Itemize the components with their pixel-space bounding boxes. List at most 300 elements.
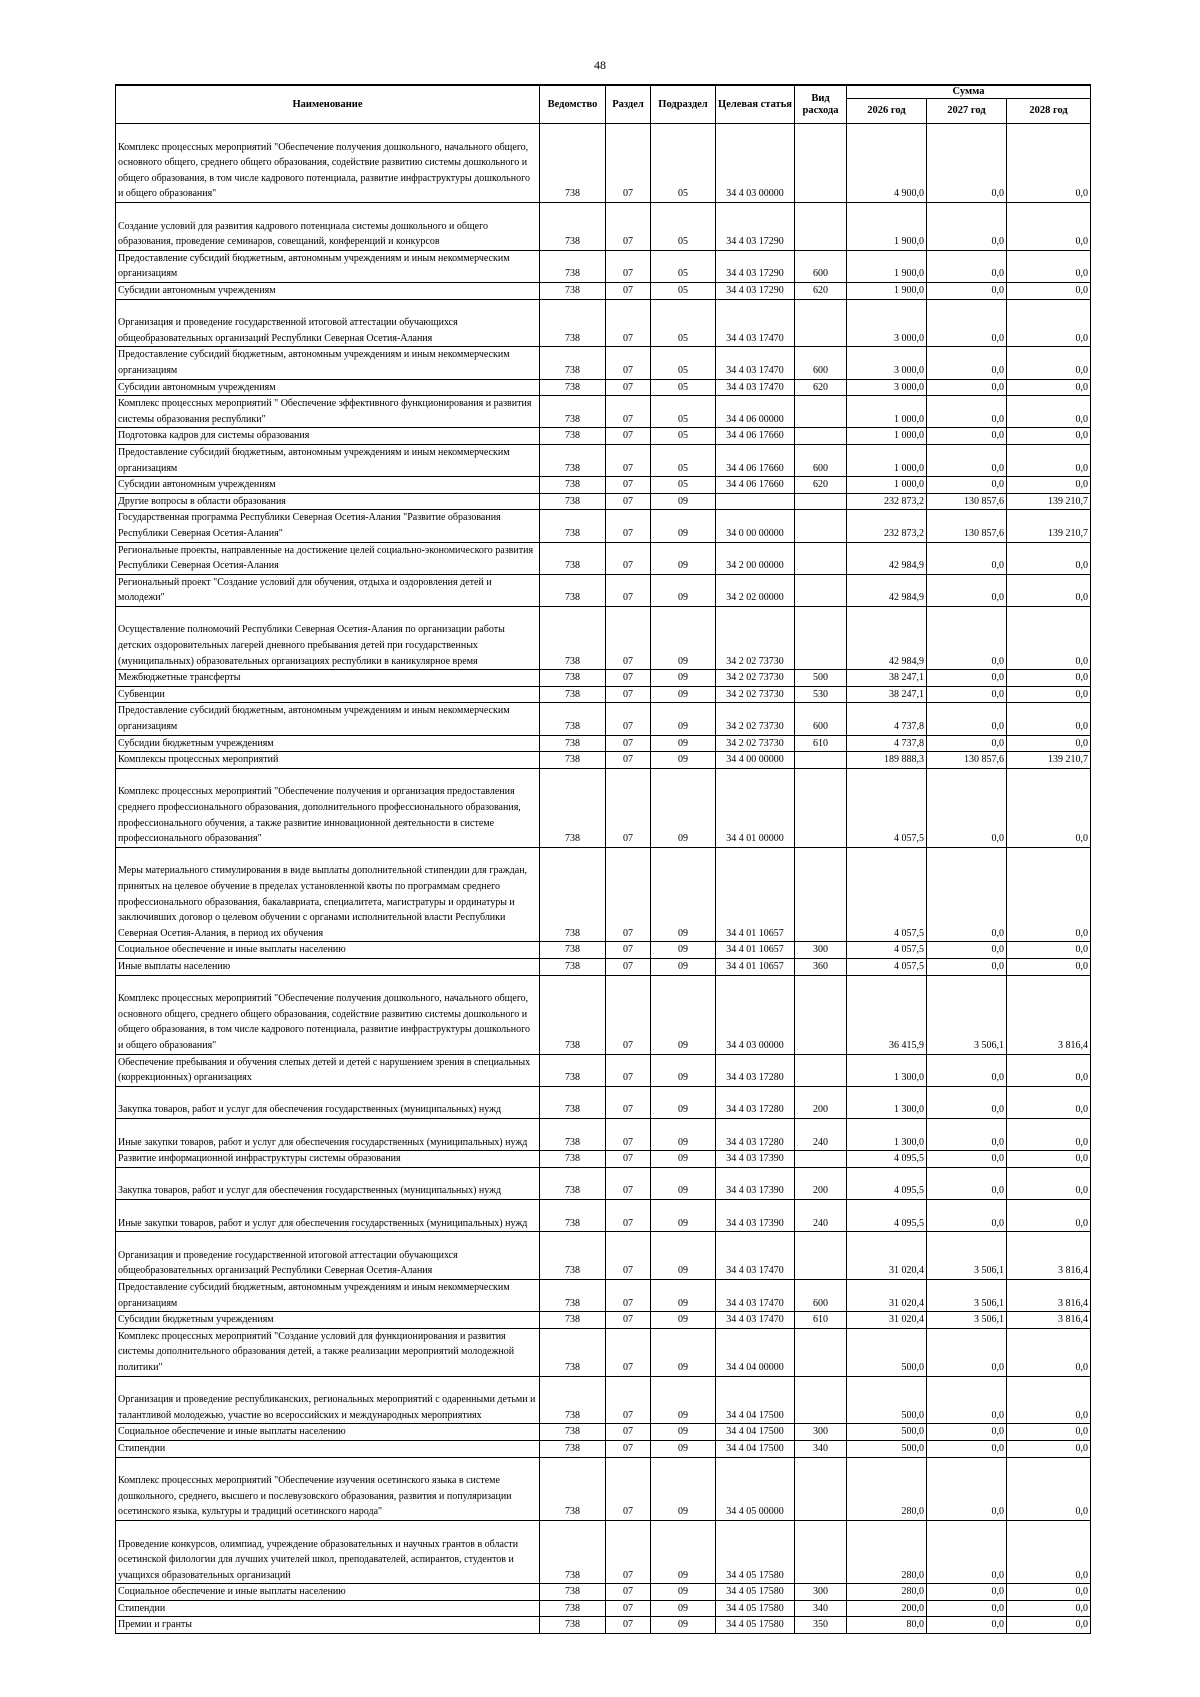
table-row: [116, 1376, 1091, 1424]
row-section: 07: [606, 768, 651, 847]
row-subsection: 09: [651, 1584, 716, 1601]
row-sum-2027: 0,0: [927, 735, 1007, 752]
row-expense-type: [795, 1328, 847, 1376]
table-row: [116, 510, 1091, 542]
row-section: 07: [606, 203, 651, 251]
col-header-expense-type: Вид расхода: [795, 85, 847, 124]
row-sum-2026: 4 095,5: [847, 1199, 927, 1231]
row-name: Закупка товаров, работ и услуг для обеспечения государственных (муниципальных) нужд: [116, 1167, 540, 1199]
row-expense-type: 350: [795, 1617, 847, 1634]
row-subsection: 09: [651, 735, 716, 752]
row-expense-type: 620: [795, 477, 847, 494]
row-sum-2027: 0,0: [927, 1617, 1007, 1634]
row-target: [716, 493, 795, 510]
row-sum-2028: 0,0: [1007, 1584, 1091, 1601]
row-subsection: 05: [651, 396, 716, 428]
row-sum-2026: 280,0: [847, 1457, 927, 1520]
row-subsection: 05: [651, 347, 716, 379]
row-dept: 738: [540, 250, 606, 282]
row-name: Государственная программа Республики Северная Осетия-Алания "Развитие образования Республики Северная Осетия-Алания": [116, 510, 540, 542]
row-dept: 738: [540, 1600, 606, 1617]
row-dept: 738: [540, 1617, 606, 1634]
row-expense-type: [795, 299, 847, 347]
row-target: 34 0 00 00000: [716, 510, 795, 542]
row-sum-2026: 1 300,0: [847, 1086, 927, 1118]
row-dept: 738: [540, 975, 606, 1054]
row-sum-2027: 0,0: [927, 1328, 1007, 1376]
row-sum-2028: 0,0: [1007, 1086, 1091, 1118]
row-target: 34 4 03 17280: [716, 1118, 795, 1150]
row-expense-type: 340: [795, 1600, 847, 1617]
row-name: Развитие информационной инфраструктуры системы образования: [116, 1151, 540, 1168]
row-target: 34 2 02 73730: [716, 686, 795, 703]
row-expense-type: 600: [795, 347, 847, 379]
budget-table-body: [116, 124, 1091, 1634]
row-sum-2027: 0,0: [927, 1457, 1007, 1520]
row-sum-2026: 280,0: [847, 1584, 927, 1601]
row-dept: 738: [540, 735, 606, 752]
row-expense-type: [795, 510, 847, 542]
row-section: 07: [606, 1440, 651, 1457]
row-sum-2028: 0,0: [1007, 1520, 1091, 1583]
row-dept: 738: [540, 1232, 606, 1280]
row-expense-type: 300: [795, 1584, 847, 1601]
row-expense-type: 620: [795, 379, 847, 396]
row-section: 07: [606, 1232, 651, 1280]
row-sum-2027: 0,0: [927, 299, 1007, 347]
row-subsection: 05: [651, 203, 716, 251]
row-sum-2027: 0,0: [927, 1520, 1007, 1583]
table-row: [116, 282, 1091, 299]
row-target: 34 4 04 00000: [716, 1328, 795, 1376]
row-dept: 738: [540, 752, 606, 769]
row-target: 34 4 03 17390: [716, 1167, 795, 1199]
row-sum-2028: 0,0: [1007, 942, 1091, 959]
row-subsection: 09: [651, 1199, 716, 1231]
col-header-2028: 2028 год: [1007, 99, 1091, 124]
row-sum-2026: 1 000,0: [847, 428, 927, 445]
row-sum-2027: 0,0: [927, 347, 1007, 379]
row-sum-2028: 0,0: [1007, 670, 1091, 687]
row-sum-2028: 139 210,7: [1007, 752, 1091, 769]
row-name: Межбюджетные трансферты: [116, 670, 540, 687]
row-subsection: 09: [651, 942, 716, 959]
row-expense-type: [795, 542, 847, 574]
row-name: Иные закупки товаров, работ и услуг для обеспечения государственных (муниципальных) нужд: [116, 1199, 540, 1231]
row-expense-type: 200: [795, 1167, 847, 1199]
row-sum-2027: 0,0: [927, 606, 1007, 669]
row-expense-type: 360: [795, 959, 847, 976]
row-expense-type: [795, 493, 847, 510]
row-expense-type: [795, 1376, 847, 1424]
table-row: [116, 1424, 1091, 1441]
row-sum-2027: 0,0: [927, 1199, 1007, 1231]
row-sum-2027: 0,0: [927, 1376, 1007, 1424]
row-sum-2026: 4 095,5: [847, 1151, 927, 1168]
row-subsection: 09: [651, 1118, 716, 1150]
row-name: Стипендии: [116, 1440, 540, 1457]
row-section: 07: [606, 1376, 651, 1424]
row-sum-2026: 500,0: [847, 1376, 927, 1424]
row-sum-2027: 0,0: [927, 1086, 1007, 1118]
row-dept: 738: [540, 670, 606, 687]
row-sum-2027: 0,0: [927, 1584, 1007, 1601]
row-sum-2026: 80,0: [847, 1617, 927, 1634]
row-target: 34 4 06 17660: [716, 444, 795, 476]
row-sum-2026: 232 873,2: [847, 493, 927, 510]
row-sum-2026: 1 000,0: [847, 444, 927, 476]
row-sum-2028: 0,0: [1007, 347, 1091, 379]
row-section: 07: [606, 542, 651, 574]
row-expense-type: 340: [795, 1440, 847, 1457]
row-target: 34 4 03 17470: [716, 347, 795, 379]
row-section: 07: [606, 703, 651, 735]
row-section: 07: [606, 847, 651, 942]
table-row: [116, 752, 1091, 769]
row-section: 07: [606, 1199, 651, 1231]
table-row: [116, 1279, 1091, 1311]
row-dept: 738: [540, 1328, 606, 1376]
row-subsection: 05: [651, 124, 716, 203]
col-header-2027: 2027 год: [927, 99, 1007, 124]
row-expense-type: 600: [795, 1279, 847, 1311]
row-name: Субсидии бюджетным учреждениям: [116, 1312, 540, 1329]
row-section: 07: [606, 299, 651, 347]
row-name: Проведение конкурсов, олимпиад, учреждение образовательных и научных грантов в области осетинской филологии для лучших учителей школ, преподавателей, аспирантов, студентов и учащихся образовательных организаций: [116, 1520, 540, 1583]
row-section: 07: [606, 686, 651, 703]
col-header-name: Наименование: [116, 85, 540, 124]
row-dept: 738: [540, 606, 606, 669]
row-dept: 738: [540, 282, 606, 299]
table-row: [116, 1617, 1091, 1634]
row-target: 34 4 03 17470: [716, 299, 795, 347]
row-name: Иные выплаты населению: [116, 959, 540, 976]
row-sum-2028: 0,0: [1007, 1424, 1091, 1441]
row-sum-2027: 0,0: [927, 1054, 1007, 1086]
row-section: 07: [606, 1167, 651, 1199]
row-expense-type: [795, 975, 847, 1054]
row-section: 07: [606, 250, 651, 282]
row-name: Предоставление субсидий бюджетным, автономным учреждениям и иным некоммерческим организациям: [116, 347, 540, 379]
row-target: 34 4 03 00000: [716, 124, 795, 203]
table-row: [116, 1600, 1091, 1617]
table-row: [116, 493, 1091, 510]
row-sum-2027: 3 506,1: [927, 1232, 1007, 1280]
row-expense-type: [795, 124, 847, 203]
row-target: 34 4 03 17290: [716, 282, 795, 299]
row-target: 34 4 01 10657: [716, 942, 795, 959]
row-sum-2027: 0,0: [927, 379, 1007, 396]
row-sum-2027: 0,0: [927, 959, 1007, 976]
row-dept: 738: [540, 1118, 606, 1150]
row-section: 07: [606, 444, 651, 476]
row-target: 34 4 04 17500: [716, 1376, 795, 1424]
row-section: 07: [606, 510, 651, 542]
table-row: [116, 686, 1091, 703]
row-target: 34 4 06 17660: [716, 477, 795, 494]
row-sum-2026: 4 737,8: [847, 703, 927, 735]
row-section: 07: [606, 477, 651, 494]
row-subsection: 09: [651, 510, 716, 542]
row-subsection: 05: [651, 477, 716, 494]
row-target: 34 4 03 00000: [716, 975, 795, 1054]
row-sum-2027: 0,0: [927, 847, 1007, 942]
row-section: 07: [606, 735, 651, 752]
row-subsection: 09: [651, 1312, 716, 1329]
row-section: 07: [606, 428, 651, 445]
row-sum-2028: 0,0: [1007, 1376, 1091, 1424]
table-row: [116, 942, 1091, 959]
row-sum-2026: 3 000,0: [847, 379, 927, 396]
row-target: 34 4 03 17290: [716, 250, 795, 282]
row-dept: 738: [540, 1167, 606, 1199]
row-name: Другие вопросы в области образования: [116, 493, 540, 510]
row-subsection: 09: [651, 959, 716, 976]
row-name: Организация и проведение республиканских, региональных мероприятий с одаренными детьми и талантливой молодежью, участие во всероссийских и международных мероприятиях: [116, 1376, 540, 1424]
row-section: 07: [606, 493, 651, 510]
row-sum-2027: 0,0: [927, 250, 1007, 282]
table-row: [116, 735, 1091, 752]
row-name: Предоставление субсидий бюджетным, автономным учреждениям и иным некоммерческим организациям: [116, 250, 540, 282]
row-subsection: 09: [651, 1600, 716, 1617]
table-row: [116, 1054, 1091, 1086]
row-target: 34 4 05 17580: [716, 1584, 795, 1601]
row-name: Подготовка кадров для системы образования: [116, 428, 540, 445]
row-sum-2028: 139 210,7: [1007, 493, 1091, 510]
row-dept: 738: [540, 686, 606, 703]
row-target: 34 2 00 00000: [716, 542, 795, 574]
row-expense-type: 240: [795, 1199, 847, 1231]
row-sum-2026: 4 095,5: [847, 1167, 927, 1199]
row-expense-type: 240: [795, 1118, 847, 1150]
row-subsection: 09: [651, 493, 716, 510]
row-sum-2028: 0,0: [1007, 1199, 1091, 1231]
row-name: Предоставление субсидий бюджетным, автономным учреждениям и иным некоммерческим организациям: [116, 1279, 540, 1311]
row-name: Социальное обеспечение и иные выплаты населению: [116, 942, 540, 959]
table-row: [116, 975, 1091, 1054]
table-row: [116, 1457, 1091, 1520]
table-row: [116, 959, 1091, 976]
row-sum-2026: 1 300,0: [847, 1118, 927, 1150]
row-dept: 738: [540, 477, 606, 494]
row-sum-2028: 0,0: [1007, 606, 1091, 669]
row-sum-2028: 0,0: [1007, 379, 1091, 396]
row-expense-type: [795, 428, 847, 445]
table-row: [116, 124, 1091, 203]
row-section: 07: [606, 1328, 651, 1376]
row-sum-2026: 189 888,3: [847, 752, 927, 769]
row-expense-type: 300: [795, 942, 847, 959]
row-sum-2028: 0,0: [1007, 703, 1091, 735]
row-target: 34 4 05 17580: [716, 1520, 795, 1583]
row-subsection: 09: [651, 542, 716, 574]
row-name: Субсидии автономным учреждениям: [116, 379, 540, 396]
col-header-dept: Ведомство: [540, 85, 606, 124]
row-target: 34 4 04 17500: [716, 1424, 795, 1441]
row-sum-2027: 0,0: [927, 1167, 1007, 1199]
row-sum-2028: 0,0: [1007, 1118, 1091, 1150]
row-target: 34 2 02 00000: [716, 574, 795, 606]
row-expense-type: 530: [795, 686, 847, 703]
row-section: 07: [606, 1054, 651, 1086]
table-row: [116, 250, 1091, 282]
row-sum-2026: 38 247,1: [847, 670, 927, 687]
row-target: 34 4 03 17470: [716, 1312, 795, 1329]
row-subsection: 05: [651, 428, 716, 445]
row-dept: 738: [540, 768, 606, 847]
row-sum-2027: 0,0: [927, 1600, 1007, 1617]
row-dept: 738: [540, 493, 606, 510]
table-row: [116, 1118, 1091, 1150]
row-target: 34 4 05 00000: [716, 1457, 795, 1520]
row-sum-2027: 0,0: [927, 477, 1007, 494]
row-sum-2026: 4 057,5: [847, 959, 927, 976]
row-expense-type: 300: [795, 1424, 847, 1441]
row-name: Комплекс процессных мероприятий "Обеспечение получения дошкольного, начального общего, основного общего, среднего общего образования, содействие развитию системы дошкольного и общего образования, в том числе кадрового потенциала, развитие инфраструктуры дошкольного и общего образования": [116, 124, 540, 203]
row-sum-2028: 0,0: [1007, 847, 1091, 942]
row-sum-2028: 0,0: [1007, 396, 1091, 428]
row-name: Комплекс процессных мероприятий "Обеспечение получения дошкольного, начального общего, основного общего, среднего общего образования, содействие развитию системы дошкольного и общего образования, в том числе кадрового потенциала, развитие инфраструктуры дошкольного и общего образования": [116, 975, 540, 1054]
row-name: Осуществление полномочий Республики Северная Осетия-Алания по организации работы детских оздоровительных лагерей дневного пребывания детей при государственных (муниципальных) образовательных организациях республики в каникулярное время: [116, 606, 540, 669]
row-sum-2028: 0,0: [1007, 124, 1091, 203]
row-sum-2026: 31 020,4: [847, 1279, 927, 1311]
row-dept: 738: [540, 203, 606, 251]
row-sum-2028: 0,0: [1007, 959, 1091, 976]
row-subsection: 09: [651, 752, 716, 769]
row-subsection: 09: [651, 1328, 716, 1376]
row-sum-2028: 139 210,7: [1007, 510, 1091, 542]
row-section: 07: [606, 942, 651, 959]
row-sum-2027: 0,0: [927, 768, 1007, 847]
table-row: [116, 1312, 1091, 1329]
row-sum-2028: 3 816,4: [1007, 1312, 1091, 1329]
row-name: Региональные проекты, направленные на достижение целей социально-экономического развития Республики Северная Осетия-Алания: [116, 542, 540, 574]
row-sum-2026: 42 984,9: [847, 542, 927, 574]
row-sum-2026: 31 020,4: [847, 1232, 927, 1280]
row-dept: 738: [540, 1520, 606, 1583]
row-target: 34 4 00 00000: [716, 752, 795, 769]
row-subsection: 09: [651, 1086, 716, 1118]
row-dept: 738: [540, 379, 606, 396]
row-subsection: 09: [651, 1376, 716, 1424]
row-subsection: 09: [651, 1054, 716, 1086]
row-sum-2027: 0,0: [927, 942, 1007, 959]
row-name: Стипендии: [116, 1600, 540, 1617]
row-target: 34 4 03 17280: [716, 1054, 795, 1086]
row-section: 07: [606, 670, 651, 687]
row-sum-2028: 0,0: [1007, 735, 1091, 752]
row-sum-2028: 0,0: [1007, 1600, 1091, 1617]
row-sum-2026: 1 000,0: [847, 477, 927, 494]
row-sum-2027: 0,0: [927, 686, 1007, 703]
row-target: 34 4 01 00000: [716, 768, 795, 847]
row-sum-2026: 38 247,1: [847, 686, 927, 703]
row-subsection: 05: [651, 282, 716, 299]
row-sum-2026: 31 020,4: [847, 1312, 927, 1329]
row-sum-2026: 200,0: [847, 1600, 927, 1617]
row-sum-2026: 36 415,9: [847, 975, 927, 1054]
row-sum-2027: 0,0: [927, 203, 1007, 251]
row-sum-2026: 42 984,9: [847, 574, 927, 606]
row-sum-2026: 1 300,0: [847, 1054, 927, 1086]
row-sum-2027: 3 506,1: [927, 1279, 1007, 1311]
row-section: 07: [606, 1086, 651, 1118]
row-sum-2026: 500,0: [847, 1424, 927, 1441]
row-sum-2028: 0,0: [1007, 686, 1091, 703]
row-sum-2028: 0,0: [1007, 768, 1091, 847]
row-dept: 738: [540, 124, 606, 203]
row-name: Субсидии автономным учреждениям: [116, 477, 540, 494]
row-sum-2028: 0,0: [1007, 1054, 1091, 1086]
row-sum-2026: 1 900,0: [847, 282, 927, 299]
table-row: [116, 444, 1091, 476]
row-section: 07: [606, 1600, 651, 1617]
table-row: [116, 703, 1091, 735]
row-section: 07: [606, 1457, 651, 1520]
row-dept: 738: [540, 1424, 606, 1441]
row-sum-2027: 0,0: [927, 1118, 1007, 1150]
row-name: Социальное обеспечение и иные выплаты населению: [116, 1424, 540, 1441]
row-sum-2027: 130 857,6: [927, 752, 1007, 769]
row-expense-type: [795, 1054, 847, 1086]
row-expense-type: [795, 606, 847, 669]
row-subsection: 09: [651, 1520, 716, 1583]
row-name: Комплекс процессных мероприятий "Обеспечение изучения осетинского языка в системе дошкольного, среднего, высшего и послевузовского образования, развития и популяризации осетинского языка, культуры и традиций осетинского народа": [116, 1457, 540, 1520]
row-name: Социальное обеспечение и иные выплаты населению: [116, 1584, 540, 1601]
row-target: 34 4 03 17390: [716, 1199, 795, 1231]
row-sum-2026: 4 057,5: [847, 768, 927, 847]
row-section: 07: [606, 1617, 651, 1634]
row-expense-type: [795, 768, 847, 847]
row-target: 34 2 02 73730: [716, 735, 795, 752]
row-sum-2028: 0,0: [1007, 299, 1091, 347]
row-subsection: 09: [651, 1424, 716, 1441]
row-name: Предоставление субсидий бюджетным, автономным учреждениям и иным некоммерческим организациям: [116, 703, 540, 735]
row-target: 34 4 05 17580: [716, 1600, 795, 1617]
row-subsection: 05: [651, 444, 716, 476]
table-row: [116, 1328, 1091, 1376]
row-subsection: 09: [651, 1457, 716, 1520]
row-subsection: 05: [651, 379, 716, 396]
table-row: [116, 1440, 1091, 1457]
row-dept: 738: [540, 428, 606, 445]
row-section: 07: [606, 124, 651, 203]
row-sum-2028: 0,0: [1007, 1328, 1091, 1376]
table-row: [116, 670, 1091, 687]
row-target: 34 4 03 17280: [716, 1086, 795, 1118]
row-subsection: 09: [651, 703, 716, 735]
table-row: [116, 477, 1091, 494]
row-subsection: 09: [651, 1617, 716, 1634]
row-sum-2028: 0,0: [1007, 542, 1091, 574]
row-sum-2028: 0,0: [1007, 1617, 1091, 1634]
row-target: 34 4 06 17660: [716, 428, 795, 445]
row-expense-type: 500: [795, 670, 847, 687]
row-expense-type: [795, 1457, 847, 1520]
row-subsection: 09: [651, 574, 716, 606]
col-header-2026: 2026 год: [847, 99, 927, 124]
row-expense-type: [795, 1232, 847, 1280]
row-section: 07: [606, 1118, 651, 1150]
table-row: [116, 847, 1091, 942]
row-dept: 738: [540, 1199, 606, 1231]
row-section: 07: [606, 752, 651, 769]
row-name: Закупка товаров, работ и услуг для обеспечения государственных (муниципальных) нужд: [116, 1086, 540, 1118]
row-dept: 738: [540, 299, 606, 347]
row-sum-2028: 0,0: [1007, 1167, 1091, 1199]
row-name: Меры материального стимулирования в виде выплаты дополнительной стипендии для граждан, принятых на целевое обучение в пределах установленной квоты по программам среднего профессионального образования, бакалавриата, специалитета, магистратуры и ординатуры и заключивших договор о целевом обучении с органами исполнительной власти Республики Северная Осетия-Алания, в период их обучения: [116, 847, 540, 942]
row-subsection: 09: [651, 1151, 716, 1168]
